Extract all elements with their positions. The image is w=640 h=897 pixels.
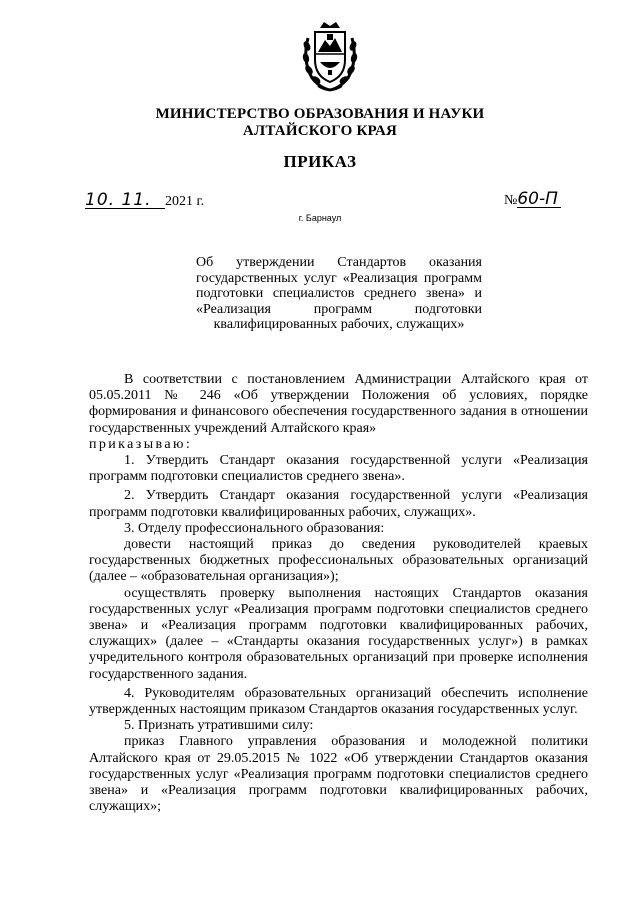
handwritten-number: 60-П [517, 191, 561, 208]
item-3-sub-1: довести настоящий приказ до сведения руководителей краевых государственных бюджетных профессиональных образовательных организаций (далее – «образовательная организация»); [89, 537, 588, 585]
order-number [504, 191, 561, 209]
item-4: 4. Руководителям образовательных организаций обеспечить исполнение утвержденных настоящим приказом Стандартов оказания государственных услуг. [89, 685, 588, 718]
item-1: 1. Утвердить Стандарт оказания государственной услуги «Реализация программ подготовки специалистов среднего звена». [89, 453, 588, 485]
directive-word: приказываю: [89, 436, 193, 452]
order-subject: Об утверждении Стандартов оказания государственных услуг «Реализация программ подготовки специалистов среднего звена» и «Реализация программ подготовки квалифицированных рабочих, служащих» [196, 255, 482, 332]
item-5-sub-1: приказ Главного управления образования и молодежной политики Алтайского края от 29.05.2015 № 1022 «Об утверждении Стандартов оказания государственных услуг «Реализация программ подготовки специалистов среднего звена» и «Реализация программ подготовки квалифицированных рабочих, служащих»; [89, 734, 588, 815]
ministry-region: АЛТАЙСКОГО КРАЯ [242, 123, 398, 139]
item-3-sub-2: осуществлять проверку выполнения настоящих Стандартов оказания государственных услуг «Реализация программ подготовки специалистов среднего звена» и «Реализация программ подготовки квалифицированных рабочих, служащих» (далее – «Стандарты оказания государственных услуг») в рамках учредительного контроля образовательных организаций при проверке исполнения государственного задания. [89, 585, 588, 682]
item-5: 5. Признать утратившими силу: [124, 718, 314, 734]
ministry-name: МИНИСТЕРСТВО ОБРАЗОВАНИЯ И НАУКИ [155, 106, 485, 122]
item-2: 2. Утвердить Стандарт оказания государственной услуги «Реализация программ подготовки квалифицированных рабочих, служащих». [89, 488, 588, 520]
handwritten-date: 10. 11. [85, 192, 165, 209]
date-year: 2021 г. [165, 194, 205, 209]
number-prefix: № [504, 193, 518, 208]
coat-of-arms-icon [298, 18, 362, 94]
preamble: В соответствии с постановлением Администрации Алтайского края от 05.05.2011 № 246 «Об утверждении Положения об условиях, порядке формирования и финансового обеспечения государственного задания в отношении государственных учреждений Алтайского края» [89, 372, 588, 436]
document-type: ПРИКАЗ [283, 152, 357, 171]
order-body [89, 372, 588, 815]
city: г. Барнаул [298, 213, 342, 223]
item-3: 3. Отделу профессионального образования: [124, 520, 385, 536]
order-date [85, 192, 204, 210]
